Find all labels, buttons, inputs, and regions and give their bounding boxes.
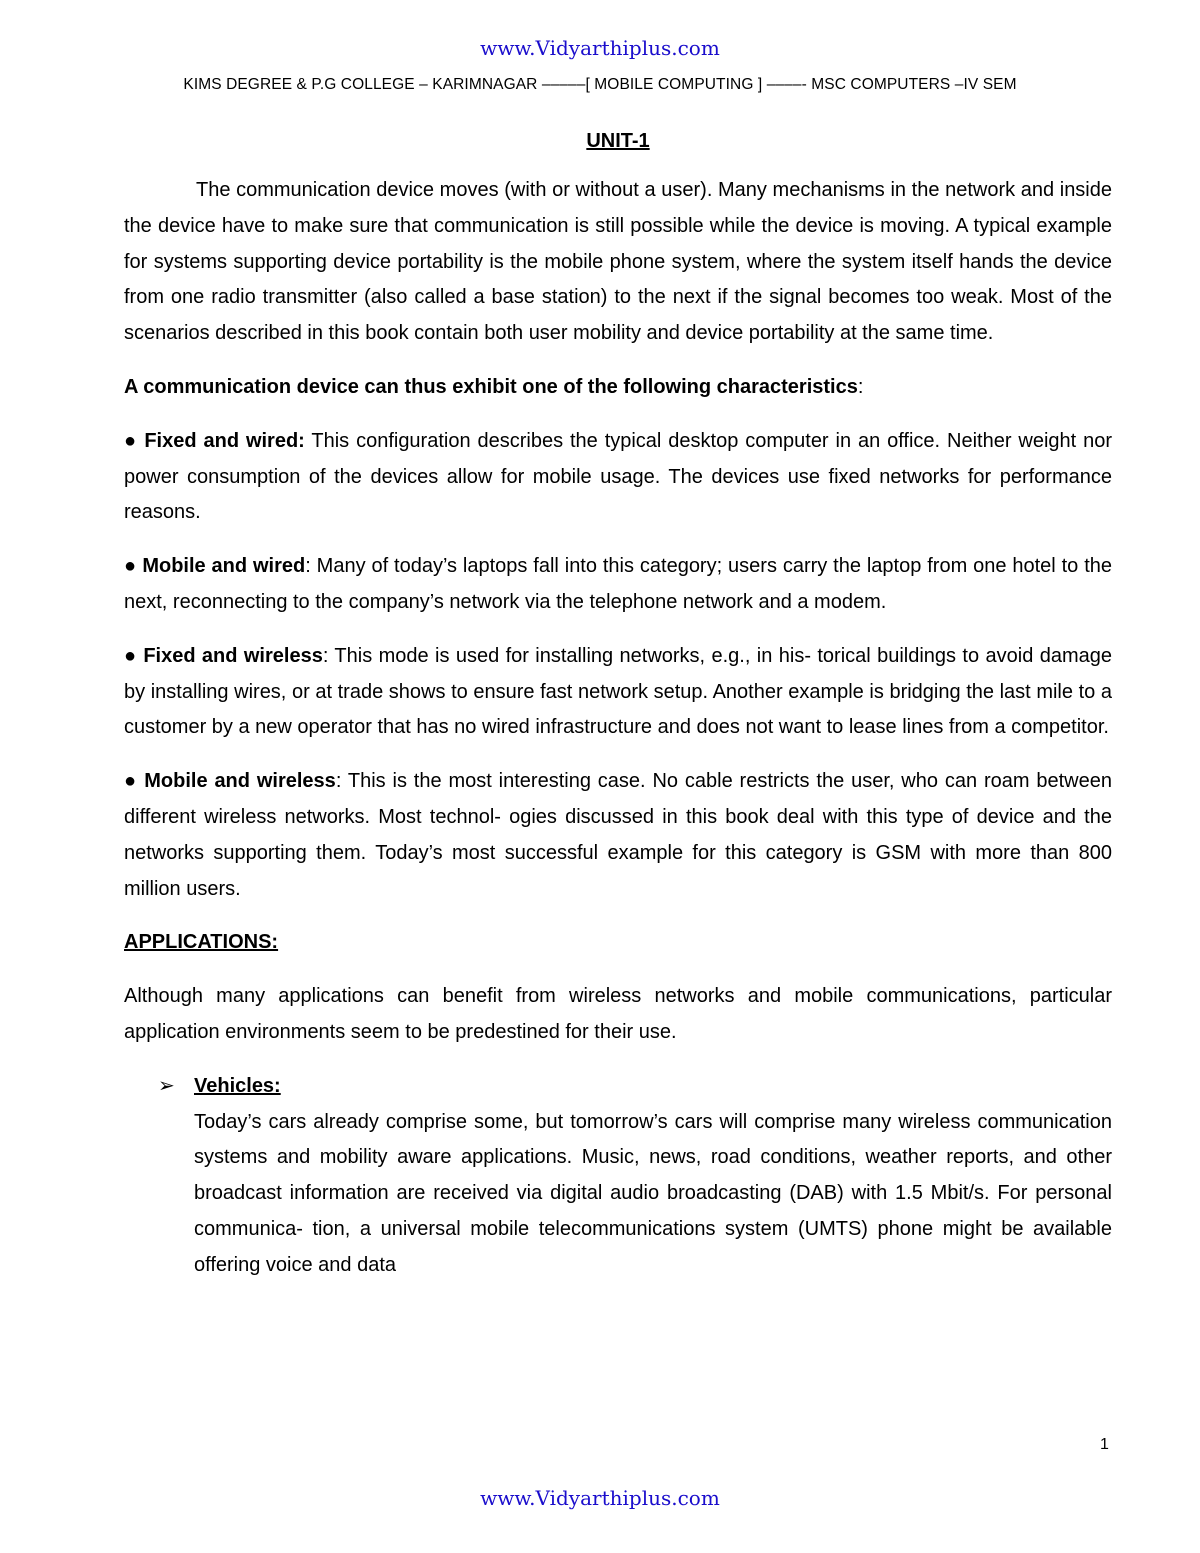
applications-list bbox=[158, 1069, 1112, 1284]
bullet-icon: ● bbox=[124, 644, 137, 667]
applications-heading: APPLICATIONS: bbox=[124, 931, 279, 954]
vehicles-text: Today’s cars already comprise some, but tomorrow’s cars will comprise many wireless communication systems and mobility aware applications. Music, news, road conditions, weather reports, and other broadcast information are received via digital audio broadcasting (DAB) with 1.5 Mbit/s. For personal communica- tion, a universal mobile telecommunications system (UMTS) phone might be available offering voice and data bbox=[194, 1110, 1112, 1276]
document-body bbox=[124, 124, 1112, 1284]
characteristics-colon: : bbox=[857, 375, 864, 398]
characteristic-text: : This is the most interesting case. No cable restricts the user, who can roam between different wireless networks. Most technol- ogies discussed in this book deal with this type of device and the networks supporting them. Today’s most successful example for this category is GSM with more than 800 million users. bbox=[124, 770, 1112, 900]
characteristic-item bbox=[124, 424, 1112, 531]
footer-site-link[interactable]: www.Vidyarthiplus.com bbox=[480, 1486, 720, 1510]
characteristic-item bbox=[124, 639, 1112, 746]
characteristic-term: Mobile and wireless bbox=[144, 770, 336, 793]
characteristic-item bbox=[124, 549, 1112, 621]
bullet-icon: ● bbox=[124, 770, 138, 793]
characteristic-term: Fixed and wireless bbox=[143, 644, 323, 667]
header-site-link[interactable]: www.Vidyarthiplus.com bbox=[480, 36, 720, 60]
bullet-icon: ● bbox=[124, 429, 138, 452]
characteristic-term: Fixed and wired: bbox=[144, 429, 305, 452]
characteristic-text: : Many of today’s laptops fall into this category; users carry the laptop from one hotel to the next, reconnecting to the company’s network via the telephone network and a modem. bbox=[124, 555, 1112, 613]
intro-paragraph: The communication device moves (with or without a user). Many mechanisms in the network and inside the device have to make sure that communication is still possible while the device is moving. A typical example for systems supporting device portability is the mobile phone system, where the system itself hands the device from one radio transmitter (also called a base station) to the next if the signal becomes too weak. Most of the scenarios described in this book contain both user mobility and device portability at the same time. bbox=[124, 179, 1112, 345]
vehicles-heading-line bbox=[158, 1069, 1112, 1105]
characteristics-heading-line bbox=[124, 370, 1112, 406]
bullet-icon: ● bbox=[124, 555, 137, 578]
arrow-bullet-icon: ➢ bbox=[158, 1074, 175, 1097]
page-number: 1 bbox=[1100, 1436, 1109, 1453]
characteristic-term: Mobile and wired bbox=[142, 555, 306, 578]
unit-title: UNIT-1 bbox=[586, 130, 650, 152]
vehicles-heading: Vehicles: bbox=[194, 1074, 281, 1097]
characteristics-heading: A communication device can thus exhibit one of the following characteristics bbox=[124, 375, 858, 398]
running-header: KIMS DEGREE & P.G COLLEGE – KARIMNAGAR –––––[ MOBILE COMPUTING ] ––––- MSC COMPUTERS –IV SEM bbox=[183, 76, 1017, 93]
applications-intro: Although many applications can benefit from wireless networks and mobile communications, particular application environments seem to be predestined for their use. bbox=[124, 985, 1112, 1043]
characteristic-text: This configuration describes the typical desktop computer in an office. Neither weight nor power consumption of the devices allow for mobile usage. The devices use fixed networks for performance reasons. bbox=[124, 429, 1112, 524]
characteristic-text: : This mode is used for installing networks, e.g., in his- torical buildings to avoid damage by installing wires, or at trade shows to ensure fast network setup. Another example is bridging the last mile to a customer by a new operator that has no wired infrastructure and does not want to lease lines from a competitor. bbox=[124, 644, 1112, 739]
characteristic-item bbox=[124, 764, 1112, 907]
